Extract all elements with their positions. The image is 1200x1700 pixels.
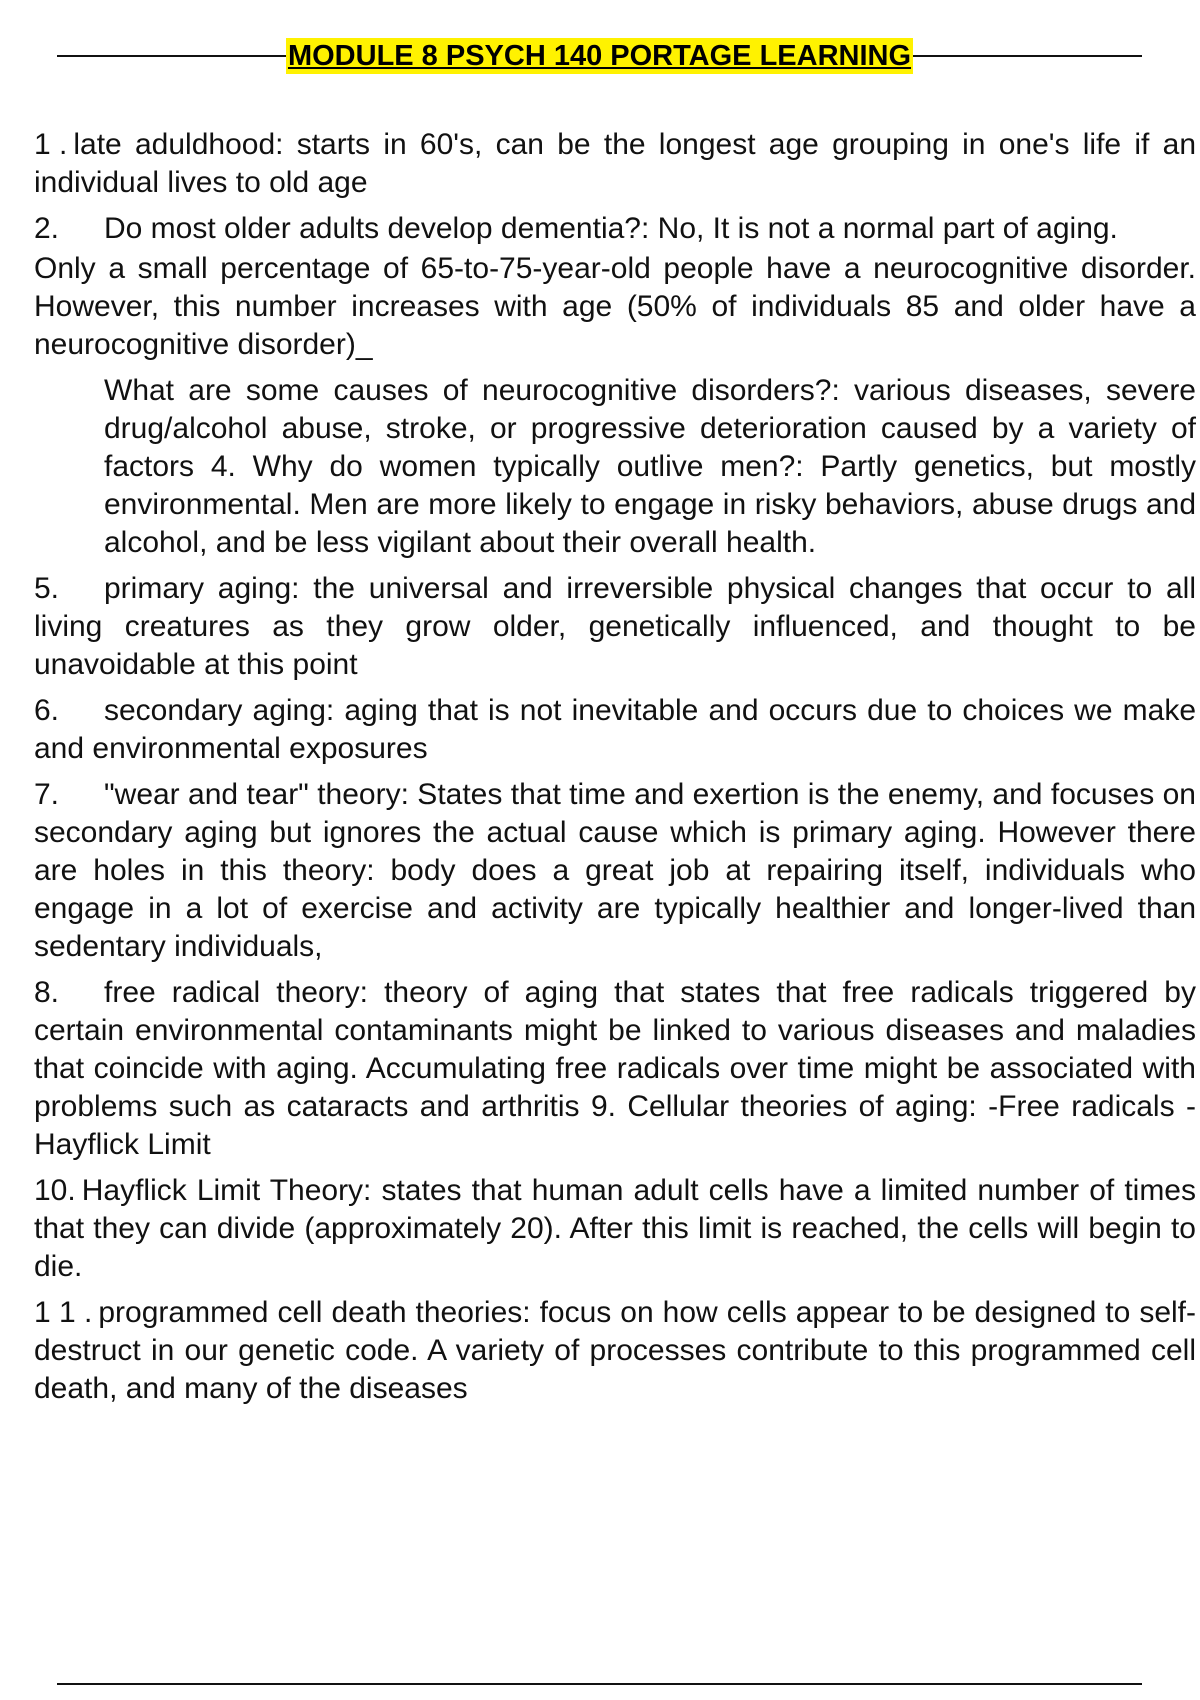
item-text: Hayflick Limit Theory: states that human adult cells have a limited number of times that they can divide (approximately 20). After this limit is reached, the cells will begin to die.: [34, 1174, 1196, 1283]
list-item-7: [34, 776, 1196, 966]
document-body: [34, 126, 1196, 1416]
list-item-10: [34, 1172, 1196, 1286]
list-item-8: [34, 974, 1196, 1164]
list-item-6: [34, 692, 1196, 768]
title-rule-right: [913, 55, 1142, 57]
list-item-11: [34, 1294, 1196, 1408]
title-rule-left: [57, 55, 286, 57]
item-number: 6.: [34, 694, 60, 727]
list-item-2: [34, 210, 1196, 248]
item-text: secondary aging: aging that is not inevitable and occurs due to choices we make and environmental exposures: [34, 694, 1196, 765]
item-number: 2.: [34, 212, 60, 245]
item-number: 1 .: [34, 128, 68, 161]
page-title: MODULE 8 PSYCH 140 PORTAGE LEARNING: [287, 40, 912, 72]
item-number: 8.: [34, 976, 60, 1009]
list-item-1: [34, 126, 1196, 202]
list-item-5: [34, 570, 1196, 684]
item-number: 10.: [34, 1174, 76, 1207]
item-text: late aduldhood: starts in 60's, can be the longest age grouping in one's life if an individual lives to old age: [34, 128, 1196, 199]
footer-rule: [57, 1683, 1142, 1685]
list-item-3: [34, 372, 1196, 562]
item-text: What are some causes of neurocognitive disorders?: various diseases, severe drug/alcohol abuse, stroke, or progressive deterioration caused by a variety of factors 4. Why do women typically outlive men?: Partly genetics, but mostly environmental. Men are more likely to engage in risky behaviors, abuse drugs and alcohol, and be less vigilant about their overall health.: [104, 374, 1196, 559]
item-text: Do most older adults develop dementia?: No, It is not a normal part of aging.: [104, 212, 1118, 245]
item-text: "wear and tear" theory: States that time and exertion is the enemy, and focuses on secondary aging but ignores the actual cause which is primary aging. However there are holes in this theory: body does a great job at repairing itself, individuals who engage in a lot of exercise and activity are typically healthier and longer-lived than sedentary individuals,: [34, 778, 1196, 963]
item-number: 5.: [34, 572, 60, 605]
item-number: [34, 372, 104, 410]
list-item-2-continuation: [34, 250, 1196, 364]
item-number: 7.: [34, 778, 60, 811]
item-text: primary aging: the universal and irreversible physical changes that occur to all living creatures as they grow older, genetically influenced, and thought to be unavoidable at this point: [34, 572, 1196, 681]
item-text: programmed cell death theories: focus on how cells appear to be designed to self-destruct in our genetic code. A variety of processes contribute to this programmed cell death, and many of the diseases: [34, 1296, 1196, 1405]
item-text: free radical theory: theory of aging that states that free radicals triggered by certain environmental contaminants might be linked to various diseases and maladies that coincide with aging. Accumulating free radicals over time might be associated with problems such as cataracts and arthritis 9. Cellular theories of aging: -Free radicals -Hayflick Limit: [34, 976, 1196, 1161]
title-row: [57, 36, 1142, 76]
item-number: 1 1 .: [34, 1296, 93, 1329]
item-text-continuation: Only a small percentage of 65-to-75-year-old people have a neurocognitive disorder. However, this number increases with age (50% of individuals 85 and older have a neurocognitive disorder)_: [34, 252, 1196, 361]
